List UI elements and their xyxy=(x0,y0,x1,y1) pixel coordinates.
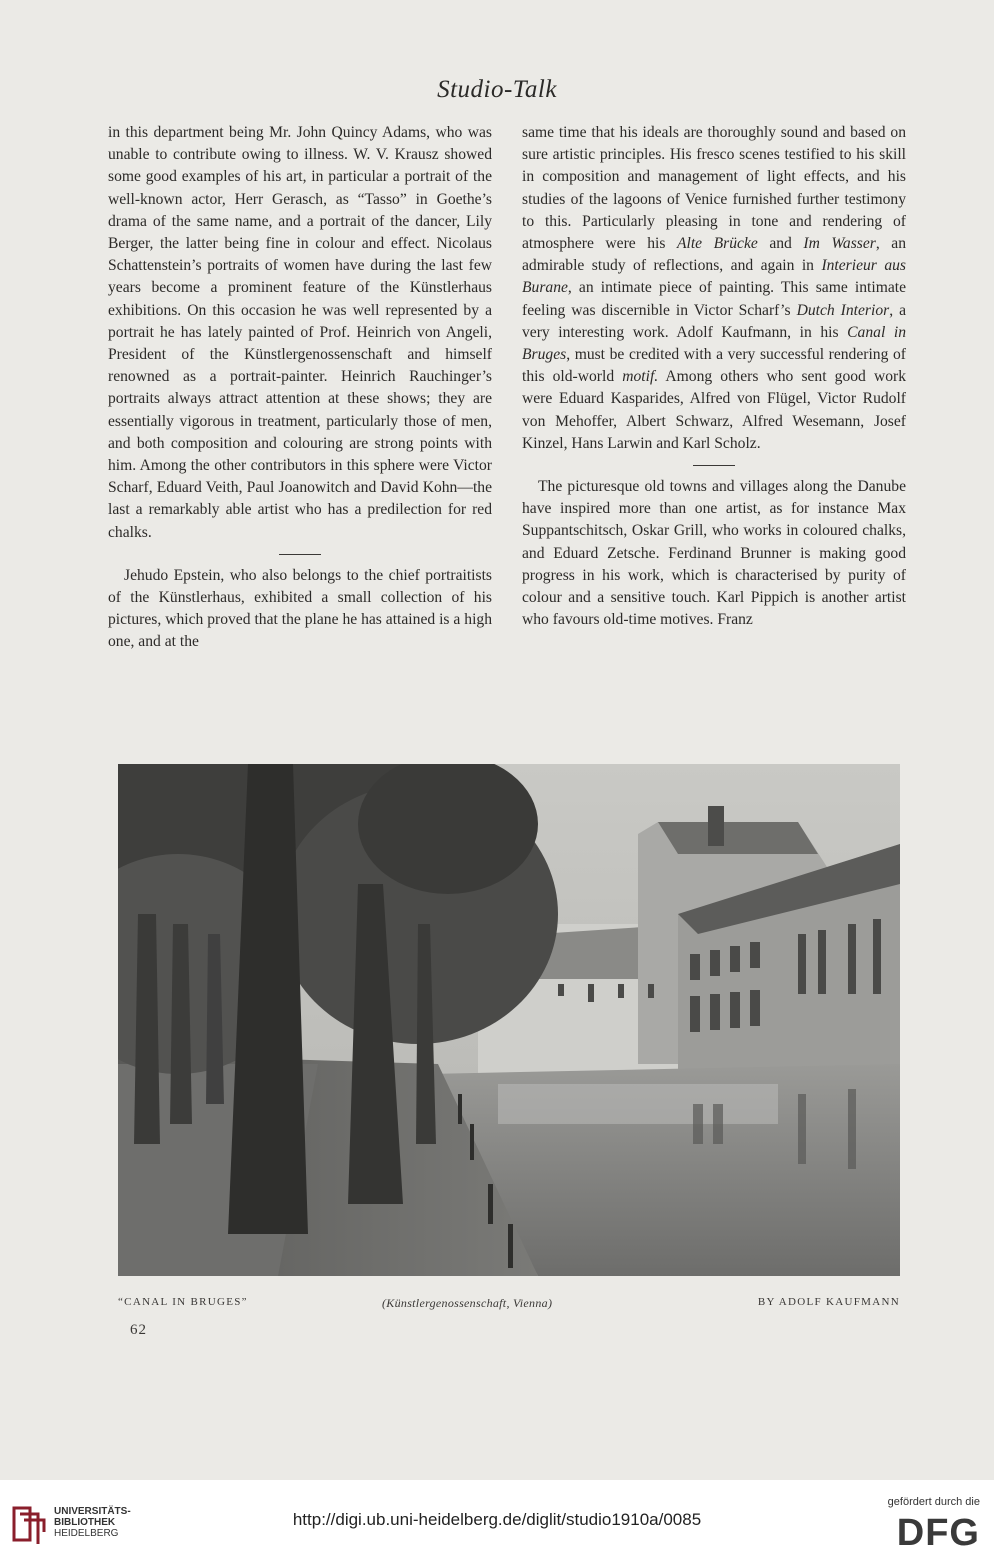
right-paragraph-2: The picturesque old towns and villages along the Danube have inspired more than one artist, as for instance Max Suppantschitsch, Oskar Grill, who works in coloured chalks, and Eduard Zetsche. Ferdinand Brunner is making good progress in his work, which is characterised by purity of colour and a sensitive touch. Karl Pippich is another artist who favours old-time motives. Franz xyxy=(522,478,906,629)
title-interieur-aus-burane: Interieur aus Burane xyxy=(522,257,906,297)
right-paragraph-1: same time that his ideals are thoroughly sound and based on sure artistic principles. His fresco scenes testified to his skill in composition and management of light effects, and his studies of the lagoons of Venice furnished further testimony to this. Particularly pleasing in tone and rendering of atmosphere were his Alte Brücke and Im Wasser, an admirable study of reflections, and again in Interieur aus Burane, an intimate piece of painting. This same intimate feeling was discernible in Victor Scharf’s Dutch Interior, a very interesting work. Adolf Kaufmann, in his Canal in Bruges, must be credited with a very successful rendering of this old-world motif. Among others who sent good work were Eduard Kasparides, Alfred von Flügel, Victor Rudolf von Mehoffer, Albert Schwarz, Alfred Wesemann, Josef Kinzel, Hans Larwin and Karl Scholz. xyxy=(522,124,907,452)
title-alte-brucke: Alte Brücke xyxy=(676,235,758,253)
word-motif: motif. xyxy=(622,368,659,386)
caption-title: “CANAL IN BRUGES” xyxy=(118,1296,248,1308)
title-dutch-interior: Dutch Interior xyxy=(796,301,890,319)
funded-by-label: gefördert durch die xyxy=(887,1496,980,1508)
right-column xyxy=(522,122,906,631)
left-paragraph-1: in this department being Mr. John Quincy Adams, who was unable to contribute owing to illness. W. V. Krausz showed some good examples of his art, in particular a portrait of the well-known actor, Herr Gerasch, as “Tasso” in Goethe’s drama of the same name, and a portrait of the dancer, Lily Berger, the latter being fine in colour and effect. Nicolaus Schattenstein’s portraits of women have during the last few years become a prominent feature of the Künstlerhaus exhibitions. On this occasion he was well represented by a portrait he has lately painted of Prof. Heinrich von Angeli, President of the Künstlergenossenschaft and himself renowned as a portrait-painter. Heinrich Rauchinger’s portraits always attract attention at these shows; they are essentially vigorous in treatment, particularly those of men, and both composition and colouring are strong points with him. Among the other contributors in this sphere were Victor Scharf, Eduard Veith, Paul Joanowitch and David Kohn—the last a remarkably able artist who has a predilection for red chalks. xyxy=(108,124,492,541)
left-paragraph-2: Jehudo Epstein, who also belongs to the chief portraitists of the Künstlerhaus, exhibited a small collection of his pictures, which proved that the plane he has attained is a high one, and at the xyxy=(108,566,492,651)
footer-bar xyxy=(0,1480,994,1568)
painting-canal-in-bruges xyxy=(118,764,900,1276)
title-im-wasser: Im Wasser xyxy=(803,235,876,253)
page-number: 62 xyxy=(130,1322,147,1338)
caption-collection: (Künstlergenossenschaft, Vienna) xyxy=(382,1296,553,1310)
section-divider xyxy=(693,465,735,466)
section-divider xyxy=(279,554,321,555)
library-name: UNIVERSITÄTS- BIBLIOTHEK HEIDELBERG xyxy=(54,1506,131,1539)
caption-artist: BY ADOLF KAUFMANN xyxy=(757,1296,900,1308)
painting-illustration xyxy=(118,764,900,1276)
running-title: Studio-Talk xyxy=(437,76,557,103)
dfg-logo: DFG xyxy=(896,1512,980,1554)
left-column xyxy=(108,122,492,654)
title-canal-in-bruges: Canal in Bruges xyxy=(522,323,906,364)
source-url[interactable]: http://digi.ub.uni-heidelberg.de/diglit/studio1910a/0085 xyxy=(292,1510,702,1529)
